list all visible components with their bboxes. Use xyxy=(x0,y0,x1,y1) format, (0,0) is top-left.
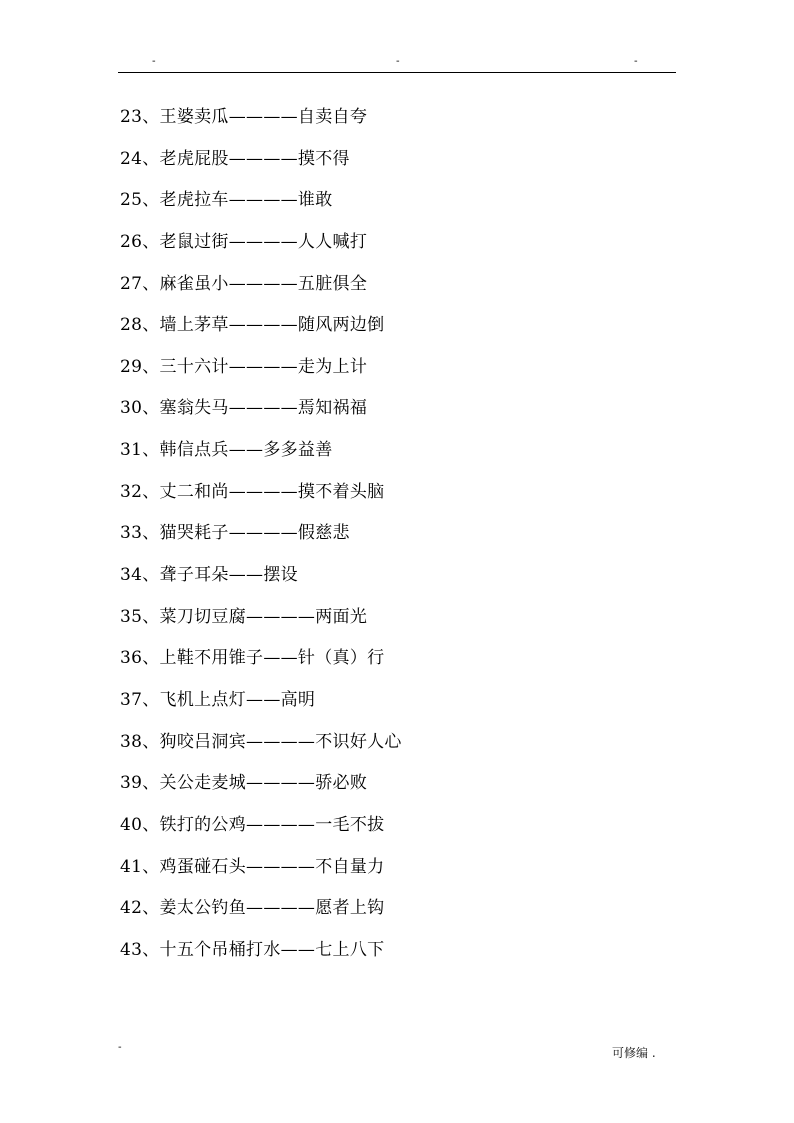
header-mark-right: - xyxy=(634,56,638,67)
list-item: 31、韩信点兵——多多益善 xyxy=(120,440,333,461)
list-item: 32、丈二和尚————摸不着头脑 xyxy=(120,481,385,502)
list-item: 43、十五个吊桶打水——七上八下 xyxy=(120,939,385,960)
list-item: 24、老虎屁股————摸不得 xyxy=(120,148,350,169)
list-item: 27、麻雀虽小————五脏俱全 xyxy=(120,273,368,294)
list-item: 40、铁打的公鸡————一毛不拔 xyxy=(120,814,385,835)
list-item: 25、老虎拉车————谁敢 xyxy=(120,190,333,211)
list-item: 26、老鼠过街————人人喊打 xyxy=(120,231,368,252)
list-item: 35、菜刀切豆腐————两面光 xyxy=(120,606,368,627)
xiehouyu-list xyxy=(120,105,680,979)
list-item: 33、猫哭耗子————假慈悲 xyxy=(120,523,350,544)
list-item: 29、三十六计————走为上计 xyxy=(120,356,368,377)
list-item: 34、聋子耳朵——摆设 xyxy=(120,565,298,586)
list-item: 30、塞翁失马————焉知祸福 xyxy=(120,398,368,419)
list-item: 36、上鞋不用锥子——针（真）行 xyxy=(120,648,385,669)
header-mark-center: - xyxy=(396,56,400,67)
list-item: 38、狗咬吕洞宾————不识好人心 xyxy=(120,731,402,752)
header-mark-left: - xyxy=(152,56,156,67)
list-item: 28、墙上茅草————随风两边倒 xyxy=(120,315,385,336)
list-item: 23、王婆卖瓜————自卖自夸 xyxy=(120,107,368,127)
list-item: 39、关公走麦城————骄必败 xyxy=(120,773,368,794)
list-item: 42、姜太公钓鱼————愿者上钩 xyxy=(120,898,385,919)
footer-editable-note: 可修编 . xyxy=(612,1046,656,1060)
list-item: 41、鸡蛋碰石头————不自量力 xyxy=(120,856,385,877)
list-item: 37、飞机上点灯——高明 xyxy=(120,689,316,710)
page-header-rule xyxy=(118,56,676,73)
footer-mark-left: - xyxy=(118,1042,122,1053)
